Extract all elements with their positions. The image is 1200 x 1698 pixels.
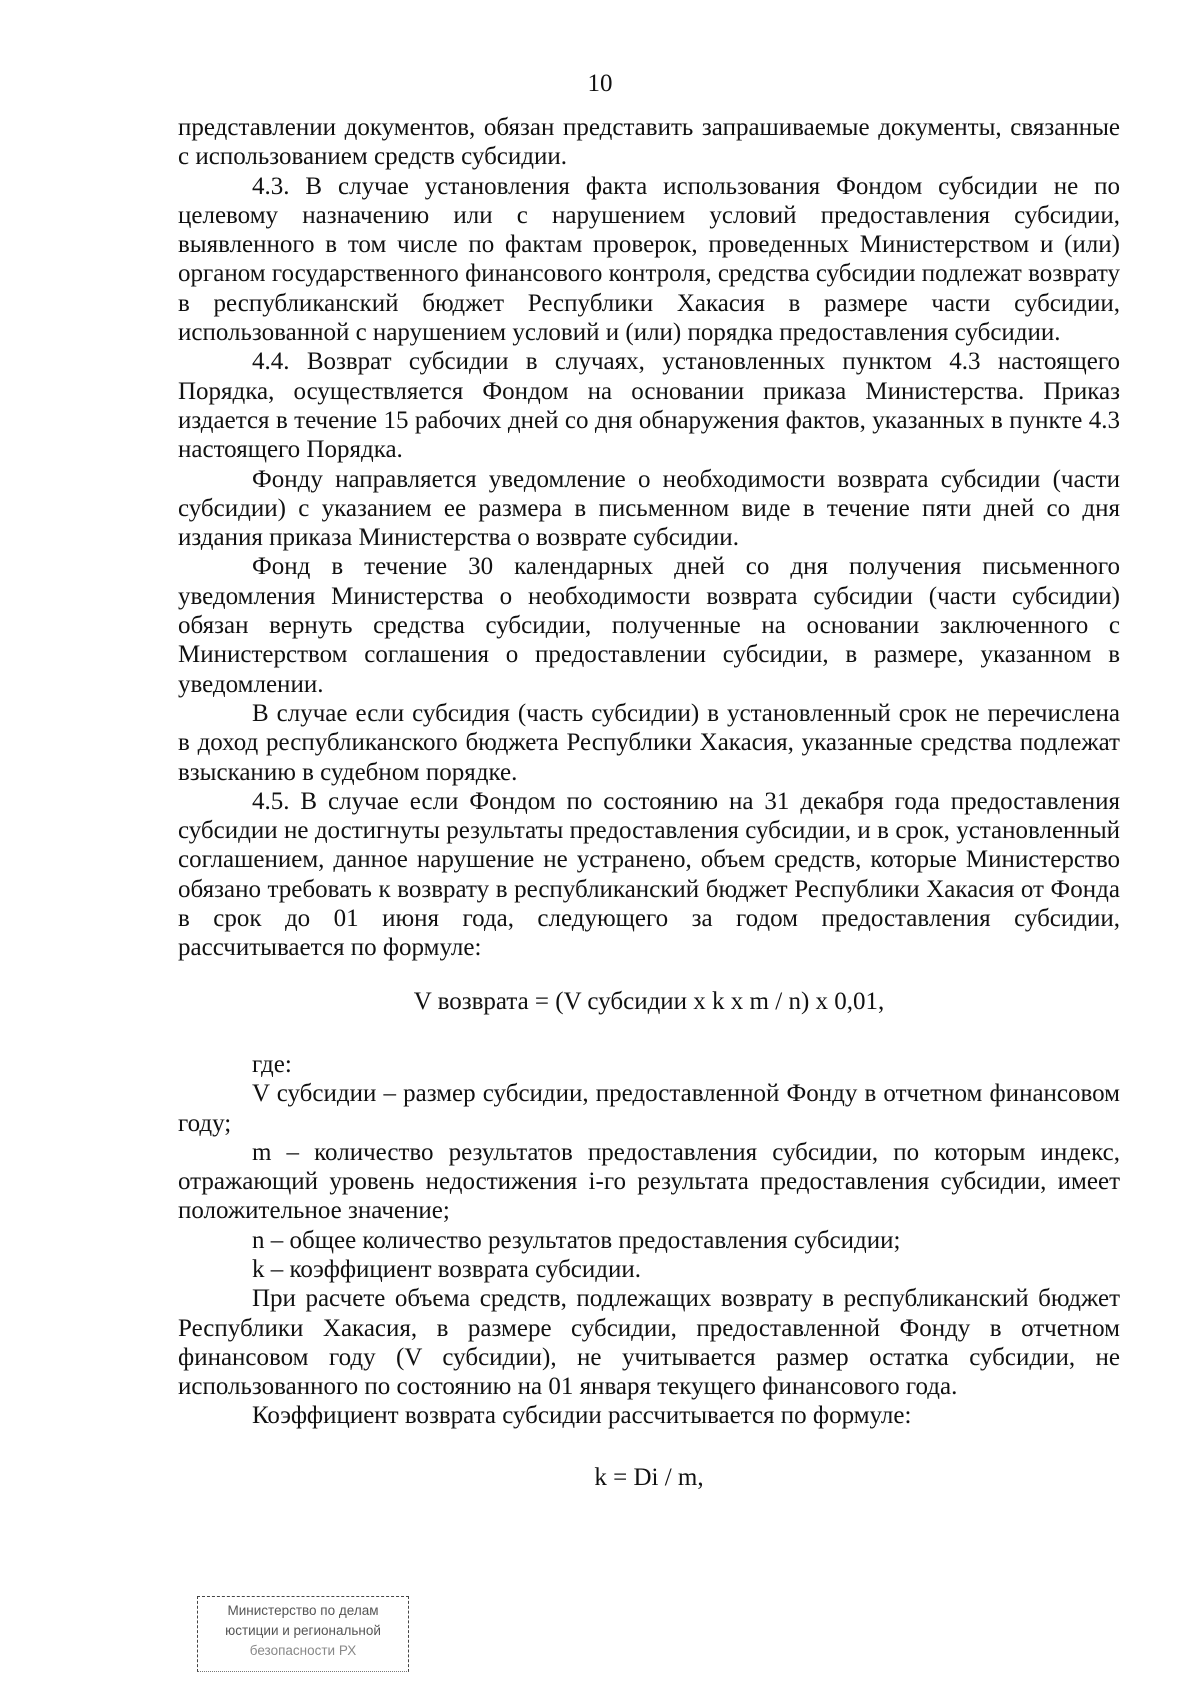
stamp-line-1: Министерство по делам	[227, 1603, 379, 1618]
stamp-line-3: безопасности РХ	[249, 1643, 357, 1658]
paragraph-group-2	[178, 1050, 1120, 1431]
document-body	[178, 113, 1120, 1492]
formula-v-vozvrata: V возврата = (V субсидии x k x m / n) x 0,01,	[413, 987, 885, 1015]
paragraph: m – количество результатов предоставления субсидии, по которым индекс, отражающий уровень недостижения i-го результата предоставления субсидии, имеет положительное значение;	[178, 1138, 1120, 1225]
paragraph: Коэффициент возврата субсидии рассчитывается по формуле:	[252, 1402, 912, 1430]
paragraph: 4.3. В случае установления факта использования Фондом субсидии не по целевому назначению или с нарушением условий предоставления субсидии, выявленного в том числе по фактам проверок, проведенных Министерством и (или) органом государственного финансового контроля, средства субсидии подлежат возврату в республиканский бюджет Республики Хакасия в размере части субсидии, использованной с нарушением условий и (или) порядка предоставления субсидии.	[178, 172, 1120, 347]
paragraph: 4.4. Возврат субсидии в случаях, установленных пунктом 4.3 настоящего Порядка, осуществляется Фондом на основании приказа Министерства. Приказ издается в течение 15 рабочих дней со дня обнаружения фактов, указанных в пункте 4.3 настоящего Порядка.	[178, 348, 1120, 464]
paragraph: k – коэффициент возврата субсидии.	[252, 1255, 642, 1283]
paragraph: V субсидии – размер субсидии, предоставленной Фонду в отчетном финансовом году;	[178, 1080, 1120, 1137]
formula-k: k = Di / m,	[594, 1463, 704, 1491]
page-number: 10	[587, 70, 613, 97]
paragraph: где:	[252, 1050, 292, 1078]
paragraph: представлении документов, обязан представить запрашиваемые документы, связанные с использованием средств субсидии.	[178, 114, 1120, 171]
paragraph: Фонд в течение 30 календарных дней со дня получения письменного уведомления Министерства о необходимости возврата субсидии (части субсидии) обязан вернуть средства субсидии, полученные на основании заключенного с Министерством соглашения о предоставлении субсидии, в размере, указанном в уведомлении.	[178, 553, 1120, 698]
registration-stamp	[197, 1596, 409, 1672]
paragraph: При расчете объема средств, подлежащих возврату в республиканский бюджет Республики Хакасия, в размере субсидии, предоставленной Фонду в отчетном финансовом году (V субсидии), не учитывается размер остатка субсидии, не использованного по состоянию на 01 января текущего финансового года.	[178, 1285, 1120, 1401]
paragraph: 4.5. В случае если Фондом по состоянию на 31 декабря года предоставления субсидии не достигнуты результаты предоставления субсидии, и в срок, установленный соглашением, данное нарушение не устранено, объем средств, которые Министерство обязано требовать к возврату в республиканский бюджет Республики Хакасия от Фонда в срок до 01 июня года, следующего за годом предоставления субсидии, рассчитывается по формуле:	[178, 787, 1120, 962]
paragraph-group-1	[178, 113, 1120, 963]
paragraph: Фонду направляется уведомление о необходимости возврата субсидии (части субсидии) с указанием ее размера в письменном виде в течение пяти дней со дня издания приказа Министерства о возврате субсидии.	[178, 465, 1120, 552]
paragraph: n – общее количество результатов предоставления субсидии;	[252, 1226, 901, 1254]
stamp-line-2: юстиции и региональной	[225, 1623, 381, 1638]
paragraph: В случае если субсидия (часть субсидии) в установленный срок не перечислена в доход республиканского бюджета Республики Хакасия, указанные средства подлежат взысканию в судебном порядке.	[178, 699, 1120, 786]
